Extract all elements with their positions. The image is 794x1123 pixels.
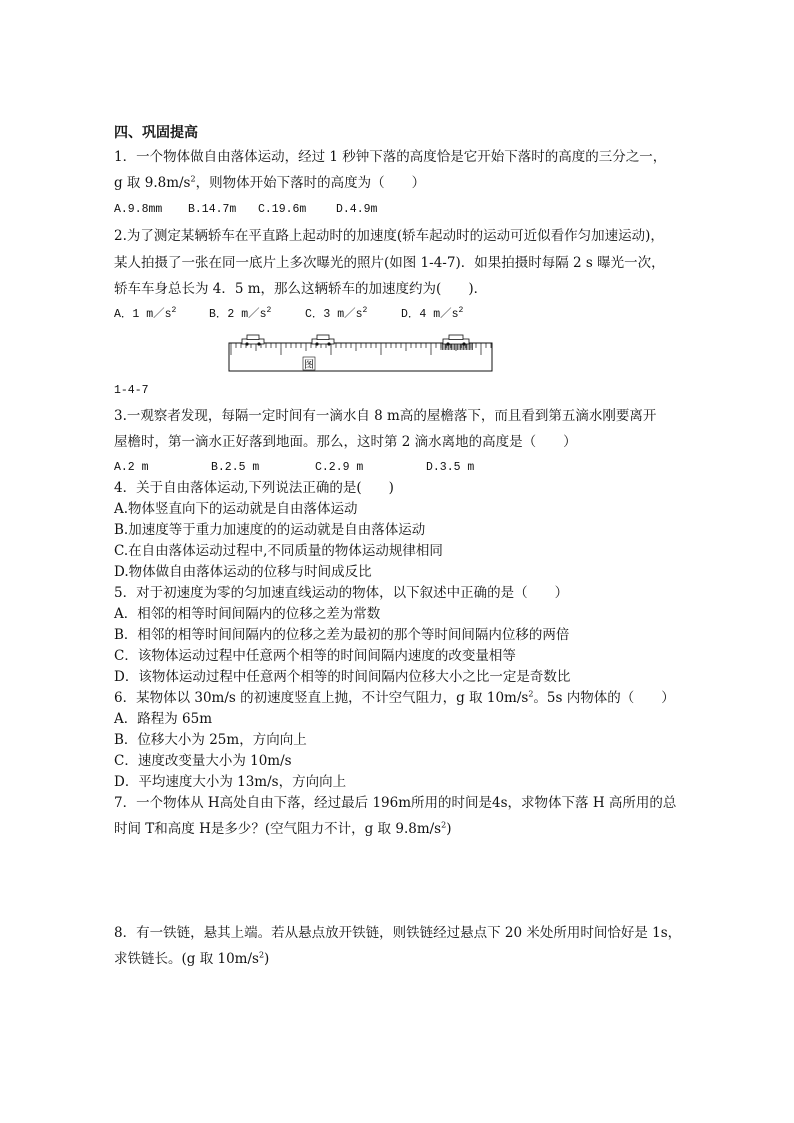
q5-option-a: A．相邻的相等时间间隔内的位移之差为常数 bbox=[114, 606, 381, 622]
car-icon-1 bbox=[242, 335, 264, 346]
q6-stem-sup: 2 bbox=[528, 689, 534, 699]
q1-line1: 1．一个物体做自由落体运动，经过 1 秒钟下落的高度恰是它开始下落时的高度的三分之一， bbox=[114, 149, 667, 165]
q2-options bbox=[114, 306, 463, 324]
q3-option-a: A.2 m bbox=[114, 461, 149, 474]
q2-option-d-sup: 2 bbox=[458, 306, 464, 316]
q6-option-d: D．平均速度大小为 13m/s，方向向上 bbox=[114, 774, 347, 790]
q3-option-c: C.2.9 m bbox=[315, 461, 364, 474]
q1-options bbox=[114, 201, 377, 219]
q1-line2-end: ，则物体开始下落时的高度为（ ） bbox=[195, 175, 426, 191]
q2-option-b bbox=[209, 306, 305, 324]
q3-line2: 屋檐时，第一滴水正好落到地面。那么，这时第 2 滴水离地的高度是（ ） bbox=[114, 434, 577, 450]
q7-line1: 7．一个物体从 H高处自由下落，经过最后 196m所用的时间是4s，求物体下落 H 高所用的总 bbox=[114, 795, 677, 811]
q5-option-b: B．相邻的相等时间间隔内的位移之差为最初的那个等时间间隔内位移的两倍 bbox=[114, 627, 570, 643]
q4-stem: 4．关于自由落体运动,下列说法正确的是( ) bbox=[114, 480, 394, 496]
q3-option-d: D.3.5 m bbox=[426, 461, 475, 474]
q6-option-c: C．速度改变量大小为 10m/s bbox=[114, 753, 292, 769]
q8-line2 bbox=[114, 950, 269, 968]
q2-option-a-sup: 2 bbox=[171, 306, 177, 316]
q6-option-b: B．位移大小为 25m，方向向上 bbox=[114, 732, 307, 748]
q8-line1: 8．有一铁链，悬其上端。若从悬点放开铁链，则铁链经过悬点下 20 米处所用时间恰好是 1s， bbox=[114, 925, 682, 941]
q1-line2-sup: 2 bbox=[190, 174, 196, 184]
q8-line2-end: ) bbox=[264, 951, 270, 967]
q8-line2-sup: 2 bbox=[258, 950, 265, 960]
q2-option-d bbox=[401, 306, 463, 324]
q7-line2 bbox=[114, 820, 451, 838]
q8-line2-text: 求铁链长。(g 取 10m/s bbox=[114, 951, 259, 967]
q2-option-c-text: C．3 m／s bbox=[305, 308, 363, 321]
ruler-frame bbox=[229, 343, 492, 371]
q1-line2 bbox=[114, 174, 425, 192]
q1-line2-text: g 取 9.8m/s bbox=[114, 175, 191, 191]
q4-option-d: D.物体做自由落体运动的位移与时间成反比 bbox=[114, 564, 372, 580]
q2-option-b-sup: 2 bbox=[266, 306, 272, 316]
q4-option-a: A.物体竖直向下的运动就是自由落体运动 bbox=[114, 501, 358, 517]
q5-option-c: C．该物体运动过程中任意两个相等的时间间隔内速度的改变量相等 bbox=[114, 648, 516, 664]
car-icon-3 bbox=[443, 335, 469, 346]
q2-option-c bbox=[305, 306, 401, 324]
q2-option-a bbox=[114, 306, 209, 324]
q6-stem-text: 6．某物体以 30m/s 的初速度竖直上抛，不计空气阻力，g 取 10m/s bbox=[114, 690, 529, 706]
q7-line2-text: 时间 T和高度 H是多少？(空气阻力不计，g 取 9.8m/s bbox=[114, 821, 442, 837]
q1-option-c: C.19.6m bbox=[258, 203, 307, 216]
q3-options bbox=[114, 459, 474, 477]
q5-stem: 5．对于初速度为零的匀加速直线运动的物体，以下叙述中正确的是（ ） bbox=[114, 585, 569, 601]
figure-label: 图 bbox=[304, 360, 314, 371]
car-icon-2 bbox=[312, 335, 334, 346]
q2-option-d-text: D．4 m／s bbox=[401, 308, 459, 321]
q1-option-a: A.9.8mm bbox=[114, 203, 163, 216]
q2-option-c-sup: 2 bbox=[362, 306, 368, 316]
q3-option-b: B.2.5 m bbox=[211, 461, 260, 474]
q3-line1: 3.一观察者发现，每隔一定时间有一滴水自 8 m高的屋檐落下，而且看到第五滴水刚要离开 bbox=[114, 408, 657, 424]
q2-line1: 2.为了测定某辆轿车在平直路上起动时的加速度(轿车起动时的运动可近似看作匀加速运动)， bbox=[114, 228, 664, 244]
q4-option-b: B.加速度等于重力加速度的的运动就是自由落体运动 bbox=[114, 522, 426, 538]
q1-option-b: B.14.7m bbox=[188, 203, 237, 216]
q4-option-c: C.在自由落体运动过程中,不同质量的物体运动规律相同 bbox=[114, 543, 443, 559]
q2-option-b-text: B．2 m／s bbox=[209, 308, 267, 321]
q2-line3: 轿车车身总长为 4．5 m，那么这辆轿车的加速度约为( )． bbox=[114, 281, 488, 297]
q2-option-a-text: A．1 m／s bbox=[114, 308, 172, 321]
q7-line2-end: ) bbox=[446, 821, 452, 837]
q6-stem-end: 。5s 内物体的（ ） bbox=[533, 690, 675, 706]
q7-line2-sup: 2 bbox=[441, 820, 447, 830]
q6-stem bbox=[114, 689, 675, 707]
ruler-figure bbox=[228, 333, 493, 373]
figure-caption: 1-4-7 bbox=[114, 384, 149, 397]
q5-option-d: D．该物体运动过程中任意两个相等的时间间隔内位移大小之比一定是奇数比 bbox=[114, 669, 571, 685]
section-title: 四、巩固提高 bbox=[114, 125, 198, 141]
q1-option-d: D.4.9m bbox=[336, 203, 378, 216]
q6-option-a: A．路程为 65m bbox=[114, 711, 213, 727]
q2-line2: 某人拍摄了一张在同一底片上多次曝光的照片(如图 1-4-7)．如果拍摄时每隔 2 s 曝光一次， bbox=[114, 255, 665, 271]
